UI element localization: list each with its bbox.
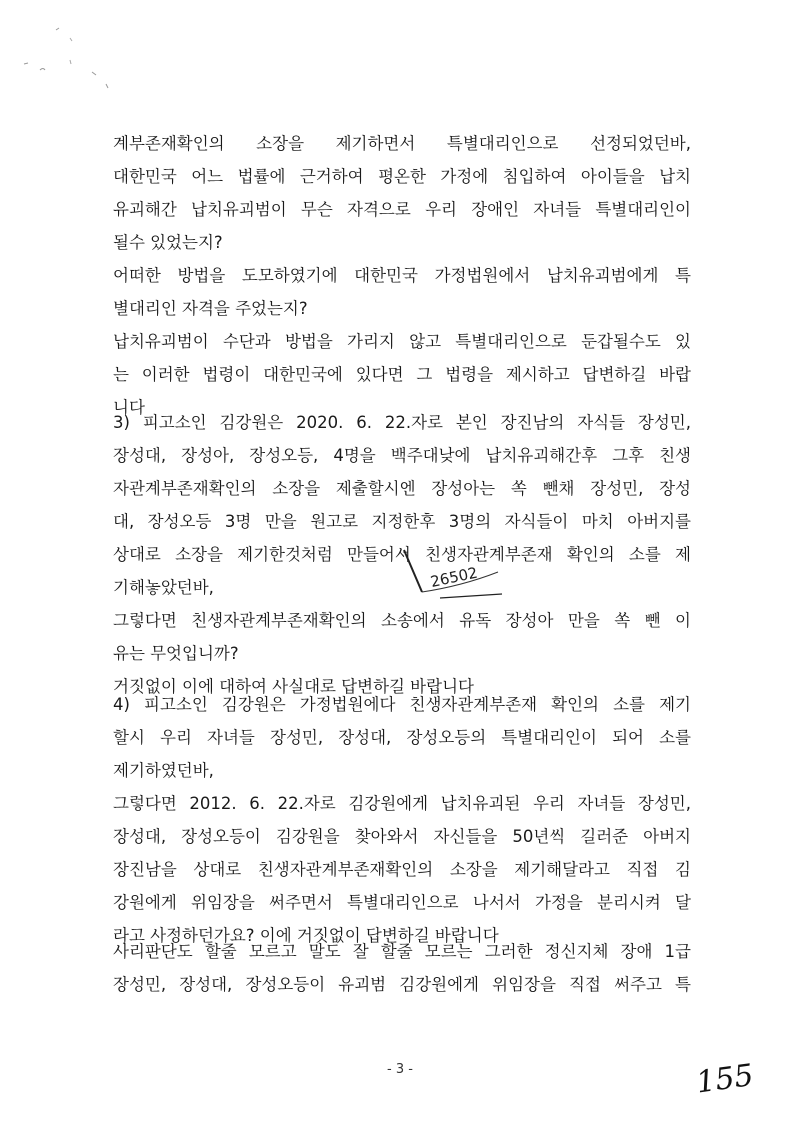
text-line: 제기하였던바,	[113, 761, 214, 780]
text-line: 상대로 소장을 제기한것처럼 만들어서 친생자관계부존재 확인의 소를 제	[113, 545, 691, 564]
handwritten-page-number	[690, 1052, 770, 1102]
text-line: 유괴해간 납치유괴범이 무슨 자격으로 우리 장애인 자녀들 특별대리인이	[113, 200, 691, 219]
text-line: 자관계부존재확인의 소장을 제출할시엔 장성아는 쏙 뺀채 장성민, 장성	[113, 479, 691, 498]
page-number: - 3 -	[387, 1062, 413, 1077]
paragraph-intro	[113, 127, 691, 424]
text-line: 납치유괴범이 수단과 방법을 가리지 않고 특별대리인으로 둔갑될수도 있	[113, 332, 691, 351]
paragraph-closing	[113, 935, 691, 1001]
text-line: 니다	[113, 398, 145, 417]
text-line: 그렇다면 친생자관계부존재확인의 소송에서 유독 장성아 만을 쏙 뺀 이	[113, 611, 691, 630]
text-line: 어떠한 방법을 도모하였기에 대한민국 가정법원에서 납치유괴범에게 특	[113, 266, 691, 285]
text-line: 그렇다면 2012. 6. 22.자로 김강원에게 납치유괴된 우리 자녀들 장성민,	[113, 794, 691, 813]
text-line: 는 이러한 법령이 대한민국에 있다면 그 법령을 제시하고 답변하길 바랍	[113, 365, 691, 384]
text-line: 계부존재확인의 소장을 제기하면서 특별대리인으로 선정되었던바,	[113, 134, 691, 153]
text-line: 될수 있었는지?	[113, 233, 223, 252]
text-line: 기해놓았던바,	[113, 578, 214, 597]
text-line: 할시 우리 자녀들 장성민, 장성대, 장성오등의 특별대리인이 되어 소를	[113, 728, 691, 747]
text-line: 장성민, 장성대, 장성오등이 유괴범 김강원에게 위임장을 직접 써주고 특	[113, 975, 691, 994]
text-line: 거짓없이 이에 대하여 사실대로 답변하길 바랍니다	[113, 677, 474, 696]
scribble-number: 26502	[428, 563, 480, 592]
text-line: 장성대, 장성아, 장성오등, 4명을 백주대낮에 납치유괴해간후 그후 친생	[113, 446, 691, 465]
text-line: 장진남을 상대로 친생자관계부존재확인의 소장을 제기해달라고 직접 김	[113, 860, 691, 879]
paragraph-item-4	[113, 688, 691, 952]
text-line: 장성대, 장성오등이 김강원을 찾아와서 자신들을 50년씩 길러준 아버지	[113, 827, 691, 846]
text-line: 대, 장성오등 3명 만을 원고로 지정한후 3명의 자식들이 마치 아버지를	[113, 512, 691, 531]
scan-marks	[0, 0, 130, 100]
text-line: 4) 피고소인 김강원은 가정법원에다 친생자관계부존재 확인의 소를 제기	[113, 695, 691, 714]
text-line: 라고 사정하던가요? 이에 거짓없이 답변하길 바랍니다	[113, 926, 499, 945]
handwritten-scribble	[400, 548, 510, 608]
text-line: 사리판단도 할줄 모르고 말도 잘 할줄 모르는 그러한 정신지체 장애 1급	[113, 942, 691, 961]
text-line: 강원에게 위임장을 써주면서 특별대리인으로 나서서 가정을 분리시켜 달	[113, 893, 691, 912]
text-line: 별대리인 자격을 주었는지?	[113, 299, 308, 318]
text-line: 대한민국 어느 법률에 근거하여 평온한 가정에 침입하여 아이들을 납치	[113, 167, 691, 186]
text-line: 3) 피고소인 김강원은 2020. 6. 22.자로 본인 장진남의 자식들 장성민,	[113, 413, 691, 432]
handwritten-page-text: 155	[694, 1057, 756, 1101]
text-line: 유는 무엇입니까?	[113, 644, 239, 663]
